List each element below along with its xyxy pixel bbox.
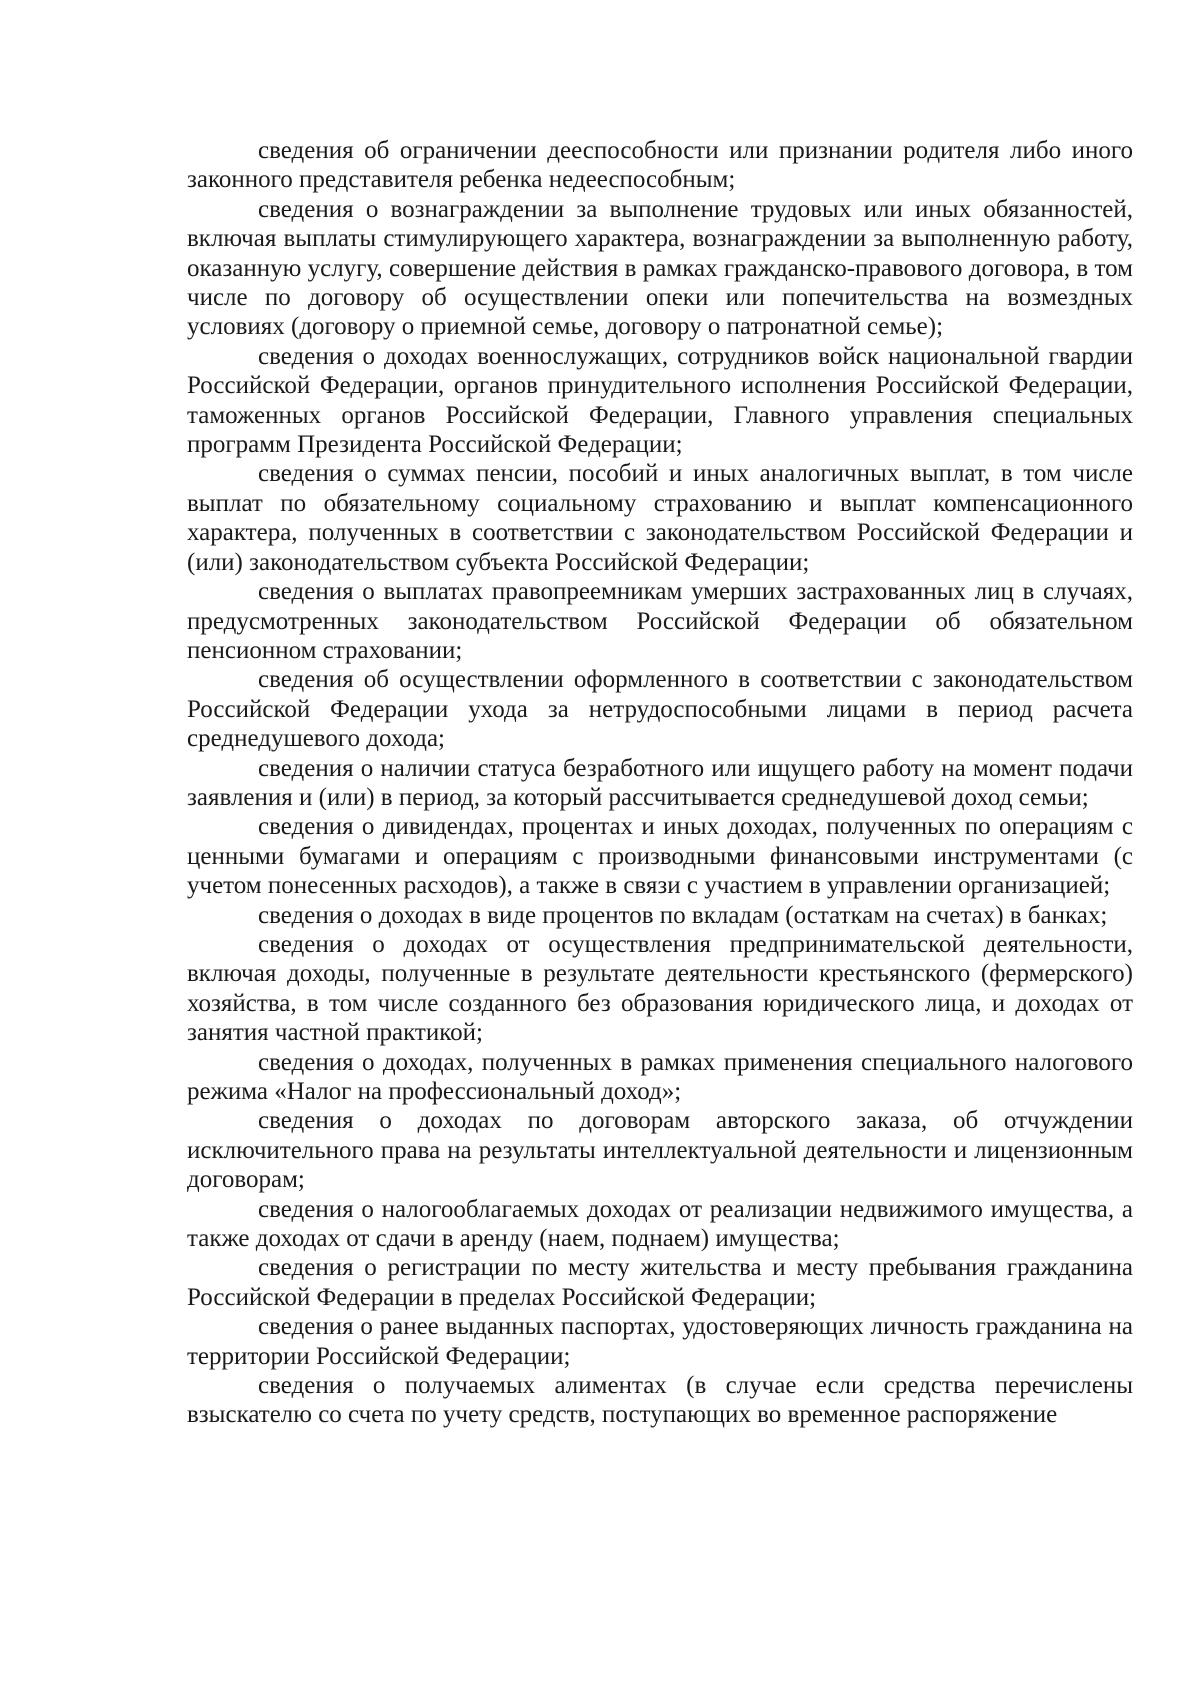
paragraph-4: сведения о суммах пенсии, пособий и иных аналогичных выплат, в том числе выплат по обязательному социальному страхованию и выплат компенсационного характера, полученных в соответствии с законодательством Российской Федерации и (или) законодательством субъекта Российской Федерации; <box>187 460 1133 576</box>
paragraph-16: сведения о получаемых алиментах (в случае если средства перечислены взыскателю со счета по учету средств, поступающих во временное распоряжение <box>187 1372 1133 1429</box>
paragraph-6: сведения об осуществлении оформленного в соответствии с законодательством Российской Федерации ухода за нетрудоспособными лицами в период расчета среднедушевого дохода; <box>187 666 1133 753</box>
paragraph-3: сведения о доходах военнослужащих, сотрудников войск национальной гвардии Российской Федерации, органов принудительного исполнения Российской Федерации, таможенных органов Российской Федерации, Главного управления специальных программ Президента Российской Федерации; <box>187 342 1133 459</box>
paragraph-7: сведения о наличии статуса безработного или ищущего работу на момент подачи заявления и (или) в период, за который рассчитывается среднедушевой доход семьи; <box>187 754 1133 811</box>
paragraph-5: сведения о выплатах правопреемникам умерших застрахованных лиц в случаях, предусмотренных законодательством Российской Федерации об обязательном пенсионном страховании; <box>187 578 1133 664</box>
paragraph-12: сведения о доходах по договорам авторского заказа, об отчуждении исключительного права на результаты интеллектуальной деятельности и лицензионным договорам; <box>187 1107 1133 1194</box>
paragraph-13: сведения о налогооблагаемых доходах от реализации недвижимого имущества, а также доходах от сдачи в аренду (наем, поднаем) имущества; <box>187 1195 1133 1253</box>
paragraph-2: сведения о вознаграждении за выполнение трудовых или иных обязанностей, включая выплаты стимулирующего характера, вознаграждении за выполненную работу, оказанную услугу, совершение действия в рамках гражданско-правового договора, в том числе по договору об осуществлении опеки или попечительства на возмездных условиях (договору о приемной семье, договору о патронатной семье); <box>187 195 1133 341</box>
document-page <box>187 136 1133 1430</box>
paragraph-8: сведения о дивидендах, процентах и иных доходах, полученных по операциям с ценными бумагами и операциям с производными финансовыми инструментами (с учетом понесенных расходов), а также в связи с участием в управлении организацией; <box>187 813 1133 900</box>
paragraph-1: сведения об ограничении дееспособности или признании родителя либо иного законного представителя ребенка недееспособным; <box>187 137 1133 194</box>
paragraph-10: сведения о доходах от осуществления предпринимательской деятельности, включая доходы, полученные в результате деятельности крестьянского (фермерского) хозяйства, в том числе созданного без образования юридического лица, и доходах от занятия частной практикой; <box>187 930 1133 1047</box>
paragraph-14: сведения о регистрации по месту жительства и месту пребывания гражданина Российской Федерации в пределах Российской Федерации; <box>187 1254 1133 1311</box>
paragraph-9: сведения о доходах в виде процентов по вкладам (остаткам на счетах) в банках; <box>258 901 1108 929</box>
paragraph-11: сведения о доходах, полученных в рамках применения специального налогового режима «Налог на профессиональный доход»; <box>187 1048 1133 1105</box>
paragraph-15: сведения о ранее выданных паспортах, удостоверяющих личность гражданина на территории Российской Федерации; <box>187 1313 1133 1370</box>
